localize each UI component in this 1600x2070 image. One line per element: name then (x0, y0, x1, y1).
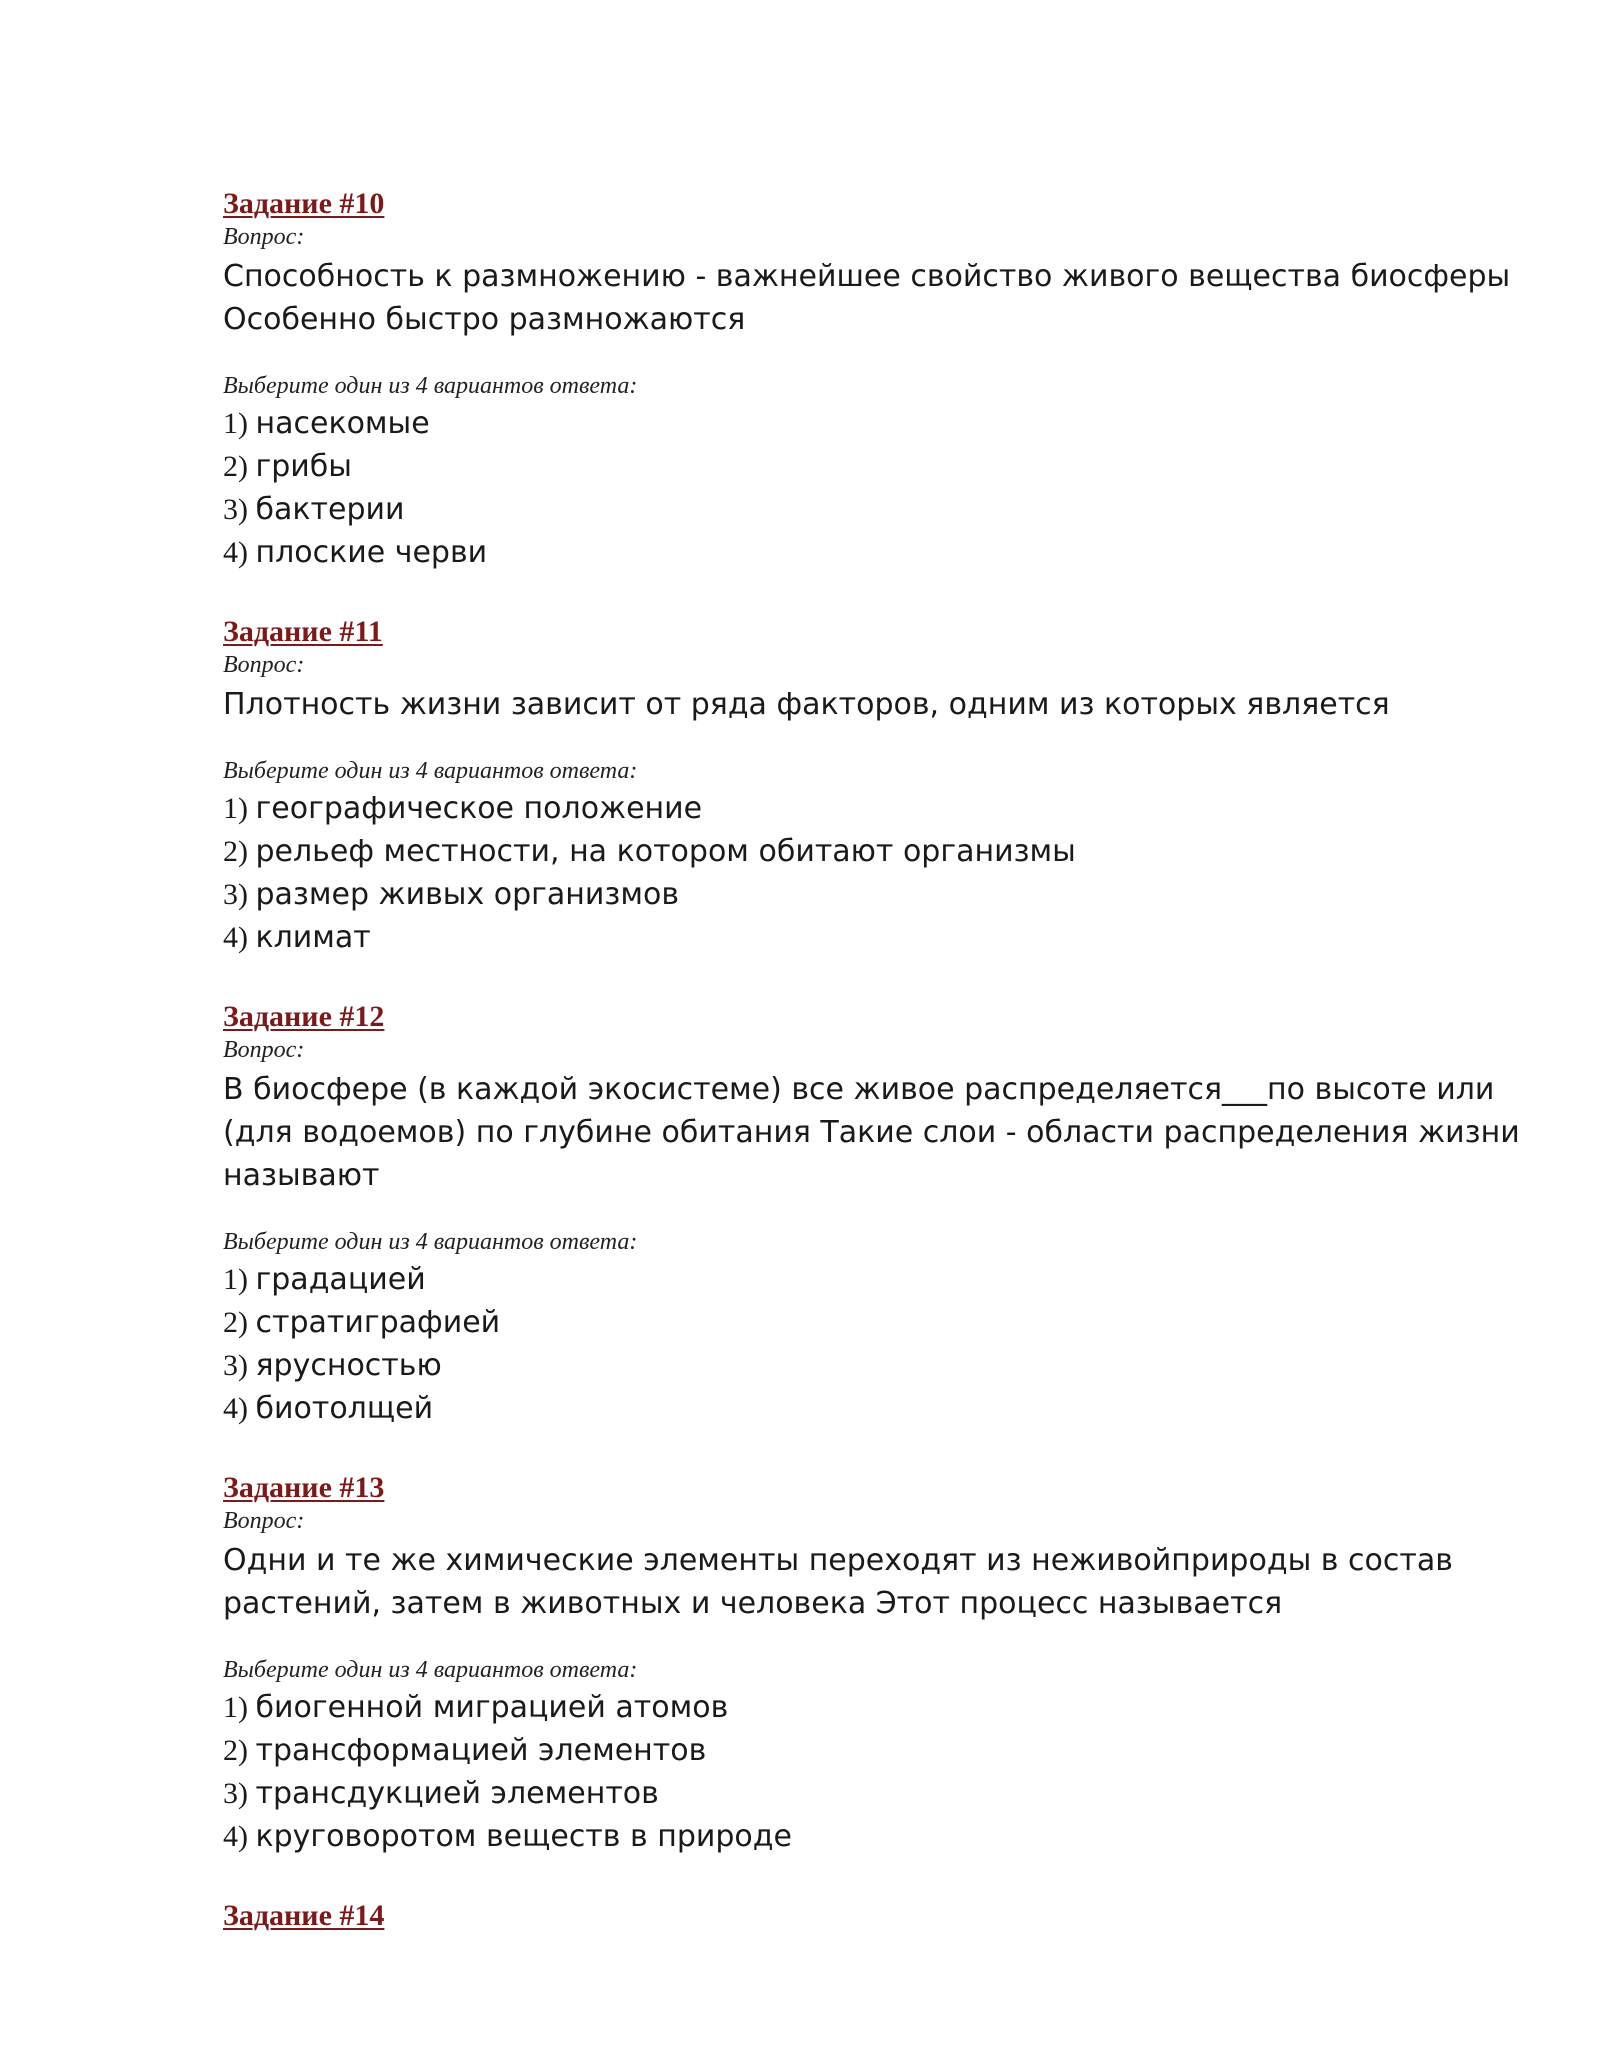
question-line: называют (223, 1158, 380, 1193)
answer-text: трансдукцией элементов (255, 1776, 659, 1811)
question-label: Вопрос: (223, 224, 305, 250)
answer-option-3 (223, 488, 1503, 531)
answer-text: градацией (255, 1262, 426, 1297)
task-title: Задание #11 (223, 615, 383, 648)
answer-text: климат (255, 920, 371, 955)
answer-option-3 (223, 873, 1503, 916)
answer-list (223, 1258, 1503, 1430)
answer-number: 2) (223, 450, 248, 483)
answer-text: грибы (255, 449, 352, 484)
answer-option-1 (223, 402, 1503, 445)
question-line: Одни и те же химические элементы переходят из неживойприроды в состав (223, 1543, 1453, 1578)
answer-list (223, 787, 1503, 959)
answer-option-3 (223, 1344, 1503, 1387)
answer-text: круговоротом веществ в природе (255, 1819, 792, 1854)
answer-option-4 (223, 1815, 1503, 1858)
question-line: (для водоемов) по глубине обитания Такие слои - области распределения жизни (223, 1115, 1520, 1150)
answer-number: 3) (223, 1777, 248, 1810)
document-page (223, 186, 1520, 1974)
task-title: Задание #10 (223, 187, 385, 220)
task-14 (223, 1898, 1503, 1934)
answer-option-2 (223, 1301, 1503, 1344)
question-text (223, 683, 1503, 726)
answer-option-4 (223, 1387, 1503, 1430)
answer-number: 1) (223, 792, 248, 825)
question-text (223, 255, 1511, 341)
answer-text: ярусностью (255, 1348, 442, 1383)
answer-option-4 (223, 916, 1503, 959)
answer-text: рельеф местности, на котором обитают организмы (255, 834, 1076, 869)
answer-option-1 (223, 1258, 1503, 1301)
answer-option-4 (223, 531, 1503, 574)
task-title: Задание #13 (223, 1471, 385, 1504)
question-label: Вопрос: (223, 1508, 305, 1534)
task-12 (223, 999, 1520, 1430)
question-line: Плотность жизни зависит от ряда факторов, одним из которых является (223, 687, 1390, 722)
answers-label: Выберите один из 4 вариантов ответа: (223, 373, 638, 399)
answers-label: Выберите один из 4 вариантов ответа: (223, 758, 638, 784)
answer-option-3 (223, 1772, 1503, 1815)
question-line: растений, затем в животных и человека Этот процесс называется (223, 1586, 1283, 1621)
question-line: Способность к размножению - важнейшее свойство живого вещества биосферы (223, 259, 1511, 294)
answers-label: Выберите один из 4 вариантов ответа: (223, 1229, 638, 1255)
task-title: Задание #12 (223, 1000, 385, 1033)
answer-text: размер живых организмов (255, 877, 680, 912)
answer-number: 2) (223, 1306, 248, 1339)
answer-text: трансформацией элементов (255, 1733, 707, 1768)
answer-text: биогенной миграцией атомов (255, 1690, 729, 1725)
answer-number: 4) (223, 1392, 248, 1425)
answer-text: плоские черви (255, 535, 488, 570)
question-line: Особенно быстро размножаются (223, 302, 746, 337)
answer-number: 3) (223, 493, 248, 526)
answer-list (223, 1686, 1503, 1858)
answer-text: бактерии (255, 492, 405, 527)
answer-number: 4) (223, 921, 248, 954)
answer-number: 1) (223, 407, 248, 440)
answer-option-2 (223, 1729, 1503, 1772)
answer-number: 1) (223, 1691, 248, 1724)
answer-text: географическое положение (255, 791, 703, 826)
answer-number: 1) (223, 1263, 248, 1296)
answer-option-1 (223, 787, 1503, 830)
answer-number: 4) (223, 536, 248, 569)
answer-number: 2) (223, 835, 248, 868)
answer-text: стратиграфией (255, 1305, 501, 1340)
question-text (223, 1068, 1520, 1197)
answer-number: 4) (223, 1820, 248, 1853)
question-text (223, 1539, 1503, 1625)
answer-number: 2) (223, 1734, 248, 1767)
answers-label: Выберите один из 4 вариантов ответа: (223, 1657, 638, 1683)
answer-text: биотолщей (255, 1391, 434, 1426)
answer-list (223, 402, 1503, 574)
answer-text: насекомые (255, 406, 430, 441)
question-label: Вопрос: (223, 652, 305, 678)
task-13 (223, 1470, 1503, 1858)
question-label: Вопрос: (223, 1037, 305, 1063)
question-line: В биосфере (в каждой экосистеме) все живое распределяется___по высоте или (223, 1072, 1495, 1107)
answer-option-2 (223, 445, 1503, 488)
task-title: Задание #14 (223, 1899, 385, 1932)
answer-option-2 (223, 830, 1503, 873)
answer-option-1 (223, 1686, 1503, 1729)
answer-number: 3) (223, 1349, 248, 1382)
task-11 (223, 614, 1503, 959)
answer-number: 3) (223, 878, 248, 911)
task-10 (223, 186, 1511, 574)
